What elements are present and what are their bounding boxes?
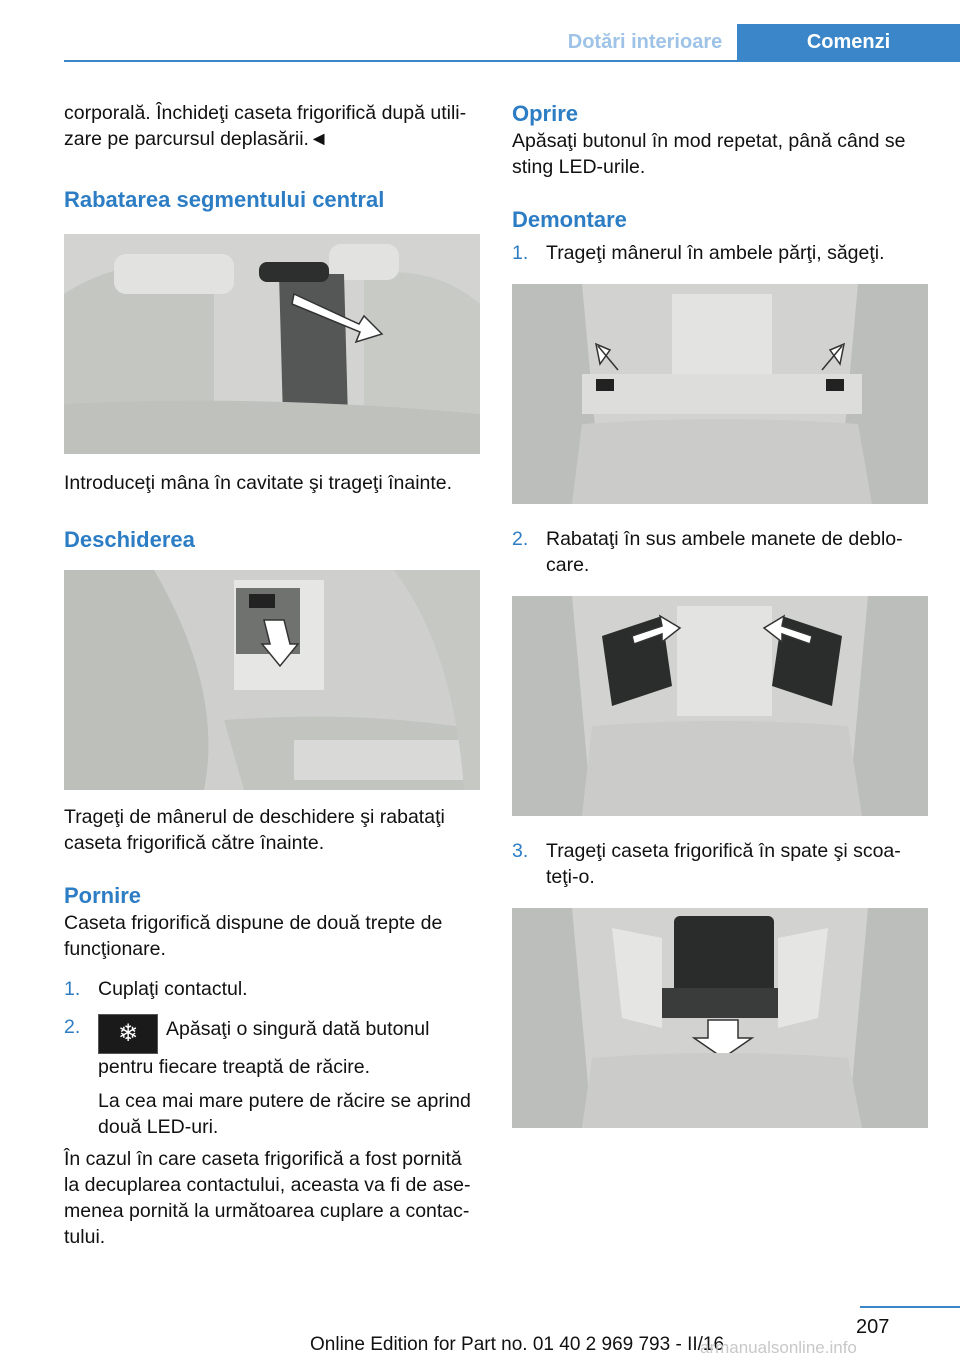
list-item xyxy=(512,240,928,266)
remove-steps-cont2 xyxy=(512,838,928,890)
heading-remove: Demontare xyxy=(512,207,627,232)
header-rule xyxy=(64,60,960,62)
footer-rule xyxy=(860,1306,960,1308)
left-column xyxy=(64,100,480,1250)
trunk-handles-image xyxy=(512,284,928,504)
heading-open: Deschiderea xyxy=(64,527,195,552)
heading-fold: Rabatarea segmentului central xyxy=(64,187,385,212)
start-steps xyxy=(64,976,480,1140)
stop-text: Apăsaţi butonul în mod repetat, până când se sting LED-urile. xyxy=(512,130,906,178)
step-text: Apăsaţi o singură dată butonul pentru fiecare treaptă de răcire. xyxy=(98,1018,430,1078)
step-text: Rabataţi în sus ambele manete de deblo‐care. xyxy=(546,528,903,576)
rear-seat-illustration xyxy=(64,234,480,454)
section-tab[interactable]: Dotări interioare xyxy=(567,31,723,53)
cooler-open-illustration xyxy=(64,570,480,790)
fold-caption: Introduceţi mâna în cavitate şi trageţi înainte. xyxy=(64,472,453,494)
watermark: armanualsonline.info xyxy=(700,1338,857,1357)
heading-start: Pornire xyxy=(64,883,142,908)
snowflake-button-icon: ❄ xyxy=(98,1014,158,1054)
list-item xyxy=(64,1014,480,1140)
trunk-levers-illustration xyxy=(512,596,928,816)
trunk-handles-illustration xyxy=(512,284,928,504)
list-item xyxy=(512,526,928,578)
step-text: Cuplaţi contactul. xyxy=(98,978,248,1000)
cooler-open-image xyxy=(64,570,480,790)
step-number: 3. xyxy=(512,840,529,862)
cooler-removal-illustration xyxy=(512,908,928,1128)
step-number: 1. xyxy=(64,978,81,1000)
step-number: 1. xyxy=(512,242,529,264)
start-text: Caseta frigorifică dispune de două trepte de funcţionare. xyxy=(64,912,443,960)
rear-seat-image xyxy=(64,234,480,454)
step-number: 2. xyxy=(512,528,529,550)
trunk-levers-image xyxy=(512,596,928,816)
right-column xyxy=(512,100,928,1128)
page-header xyxy=(0,0,960,62)
step-text: Trageţi mânerul în ambele părţi, săgeţi. xyxy=(546,242,885,264)
page-number: 207 xyxy=(856,1316,890,1338)
step-number: 2. xyxy=(64,1016,81,1038)
chapter-tab-active[interactable]: Comenzi xyxy=(737,24,960,60)
intro-text: corporală. Închideţi caseta frigorifică după utili‐zare pe parcursul deplasării.◄ xyxy=(64,102,467,150)
open-caption: Trageţi de mânerul de deschidere şi rabataţi caseta frigorifică către înainte. xyxy=(64,806,445,854)
remove-steps xyxy=(512,240,928,266)
step-extra: La cea mai mare putere de răcire se aprind două LED-uri. xyxy=(98,1090,471,1138)
cooler-removal-image xyxy=(512,908,928,1128)
remove-steps-cont xyxy=(512,526,928,578)
heading-stop: Oprire xyxy=(512,101,579,126)
step-text: Trageţi caseta frigorifică în spate şi scoa‐teţi-o. xyxy=(546,840,901,888)
list-item xyxy=(64,976,480,1002)
ignition-note: În cazul în care caseta frigorifică a fost pornită la decuplarea contactului, aceasta va fi de ase‐menea pornită la următoarea cuplare a contac‐tului. xyxy=(64,1148,471,1248)
list-item xyxy=(512,838,928,890)
edition-text: Online Edition for Part no. 01 40 2 969 793 - II/16 xyxy=(310,1334,725,1355)
